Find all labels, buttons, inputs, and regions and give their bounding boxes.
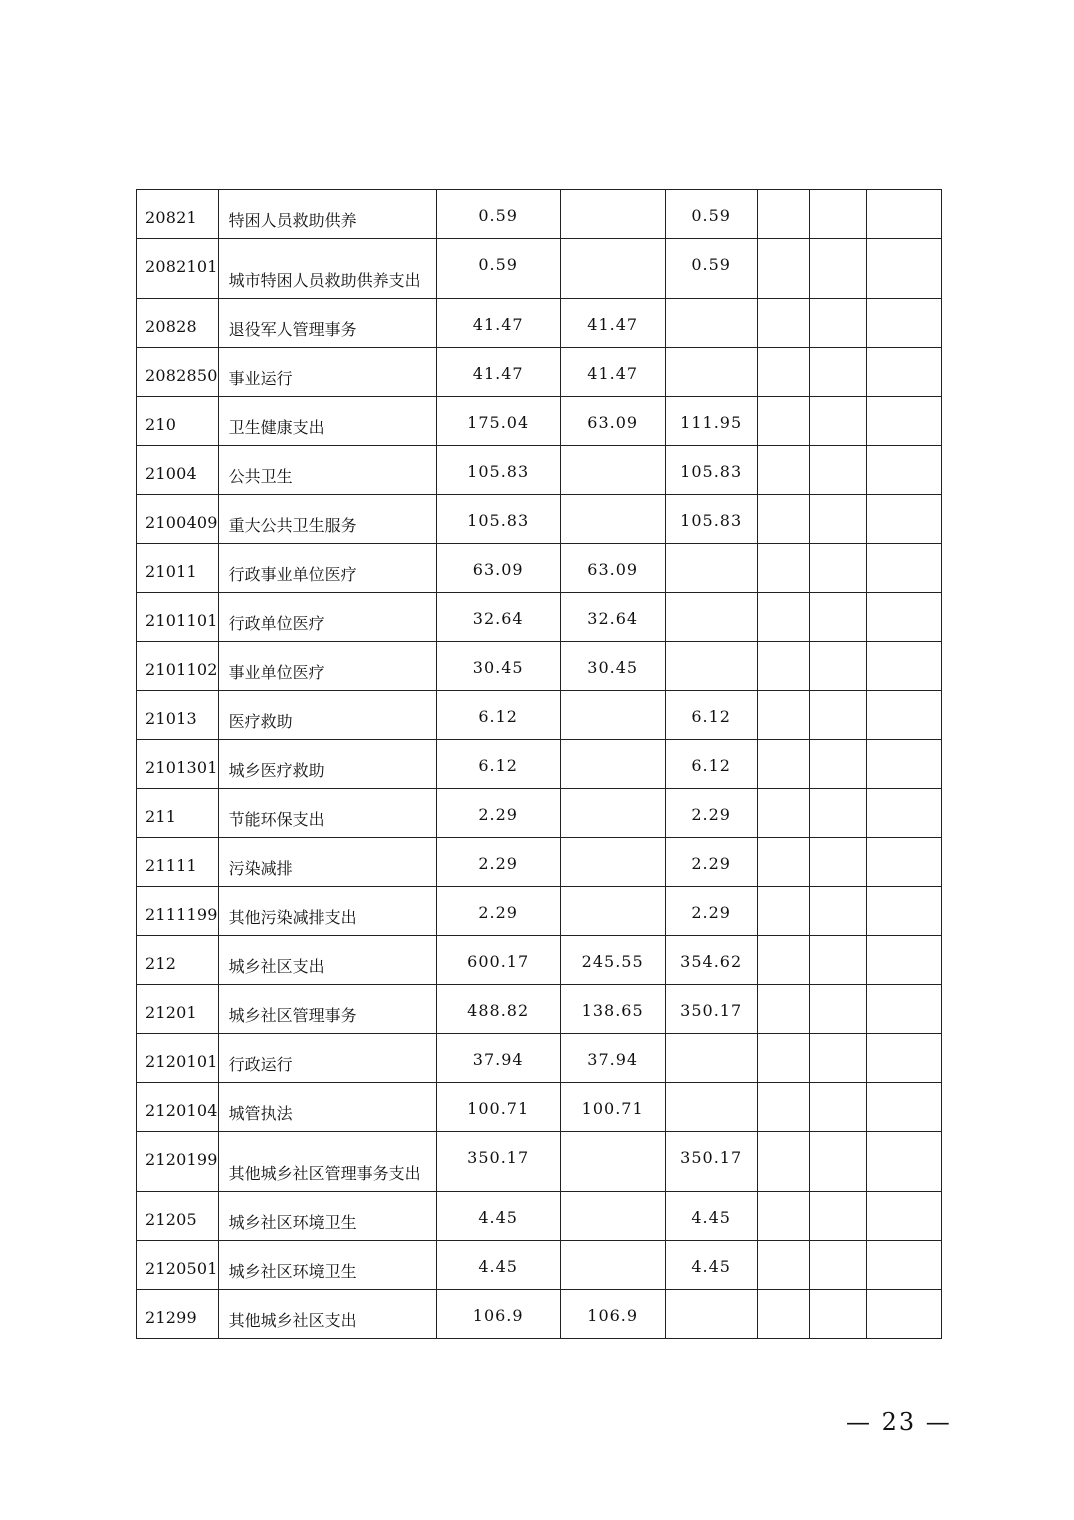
row-total: 100.71 [436,1083,560,1132]
row-basic [560,1192,665,1241]
row-total: 488.82 [436,985,560,1034]
row-project: 2.29 [665,789,757,838]
row-empty-cell [866,789,941,838]
row-empty-cell [757,985,809,1034]
row-empty-cell [809,299,866,348]
page-number: — 23 — [846,1408,952,1436]
row-empty-cell [866,544,941,593]
table-row [137,936,942,985]
row-basic: 41.47 [560,299,665,348]
row-empty-cell [809,1132,866,1192]
row-basic [560,190,665,239]
table-row [137,642,942,691]
row-empty-cell [809,239,866,299]
row-project: 4.45 [665,1192,757,1241]
row-empty-cell [809,1192,866,1241]
row-project: 111.95 [665,397,757,446]
row-empty-cell [757,1192,809,1241]
row-project: 105.83 [665,446,757,495]
row-empty-cell [809,446,866,495]
row-empty-cell [809,190,866,239]
row-project [665,1083,757,1132]
row-empty-cell [757,789,809,838]
row-empty-cell [866,1290,941,1339]
row-name: 行政单位医疗 [218,593,436,642]
row-empty-cell [809,691,866,740]
row-name: 城管执法 [218,1083,436,1132]
row-project: 6.12 [665,691,757,740]
row-basic: 30.45 [560,642,665,691]
row-total: 2.29 [436,838,560,887]
row-empty-cell [866,593,941,642]
table-row [137,397,942,446]
row-code: 21299 [137,1290,219,1339]
table-row [137,190,942,239]
row-code: 2101101 [137,593,219,642]
row-basic: 100.71 [560,1083,665,1132]
row-empty-cell [809,495,866,544]
row-code: 2120501 [137,1241,219,1290]
row-project: 350.17 [665,1132,757,1192]
row-empty-cell [757,691,809,740]
row-empty-cell [809,740,866,789]
row-code: 2082850 [137,348,219,397]
row-empty-cell [866,936,941,985]
row-basic: 32.64 [560,593,665,642]
row-project [665,1290,757,1339]
table-row [137,740,942,789]
table-row [137,544,942,593]
row-project: 4.45 [665,1241,757,1290]
row-empty-cell [866,495,941,544]
row-code: 2111199 [137,887,219,936]
row-empty-cell [866,740,941,789]
row-basic [560,239,665,299]
row-basic [560,887,665,936]
row-total: 4.45 [436,1241,560,1290]
row-code: 2120199 [137,1132,219,1192]
row-total: 105.83 [436,495,560,544]
row-total: 175.04 [436,397,560,446]
table-body [137,190,942,1339]
budget-table [136,189,942,1339]
row-total: 6.12 [436,691,560,740]
row-code: 21004 [137,446,219,495]
row-total: 106.9 [436,1290,560,1339]
row-code: 21013 [137,691,219,740]
row-code: 2120104 [137,1083,219,1132]
row-basic [560,740,665,789]
row-empty-cell [866,838,941,887]
row-empty-cell [809,887,866,936]
row-total: 105.83 [436,446,560,495]
table-row [137,1083,942,1132]
row-code: 2100409 [137,495,219,544]
row-empty-cell [757,1132,809,1192]
row-project: 105.83 [665,495,757,544]
row-code: 21111 [137,838,219,887]
row-empty-cell [809,985,866,1034]
row-project [665,642,757,691]
row-empty-cell [866,1083,941,1132]
row-name: 退役军人管理事务 [218,299,436,348]
table-row [137,691,942,740]
row-empty-cell [866,642,941,691]
row-name: 城市特困人员救助供养支出 [218,239,436,299]
row-basic [560,1241,665,1290]
budget-table-container [136,189,942,1339]
row-empty-cell [757,740,809,789]
row-basic [560,446,665,495]
table-row [137,348,942,397]
table-row [137,495,942,544]
row-code: 2101301 [137,740,219,789]
row-empty-cell [757,299,809,348]
row-code: 21011 [137,544,219,593]
row-empty-cell [757,936,809,985]
row-basic: 41.47 [560,348,665,397]
row-code: 21205 [137,1192,219,1241]
row-name: 城乡社区环境卫生 [218,1192,436,1241]
row-code: 211 [137,789,219,838]
row-empty-cell [866,985,941,1034]
table-row [137,1290,942,1339]
row-total: 2.29 [436,887,560,936]
row-empty-cell [866,1034,941,1083]
row-empty-cell [866,446,941,495]
row-empty-cell [866,887,941,936]
row-basic: 245.55 [560,936,665,985]
row-empty-cell [809,1034,866,1083]
row-empty-cell [809,1290,866,1339]
row-name: 特困人员救助供养 [218,190,436,239]
table-row [137,1192,942,1241]
row-name: 污染减排 [218,838,436,887]
row-project [665,1034,757,1083]
row-empty-cell [809,642,866,691]
row-empty-cell [809,397,866,446]
row-project: 0.59 [665,190,757,239]
row-empty-cell [866,1192,941,1241]
row-empty-cell [757,1241,809,1290]
row-name: 行政事业单位医疗 [218,544,436,593]
table-row [137,239,942,299]
row-project: 350.17 [665,985,757,1034]
row-empty-cell [809,348,866,397]
row-code: 2120101 [137,1034,219,1083]
row-total: 41.47 [436,299,560,348]
row-empty-cell [809,1241,866,1290]
row-name: 城乡医疗救助 [218,740,436,789]
row-empty-cell [757,239,809,299]
row-name: 城乡社区支出 [218,936,436,985]
row-empty-cell [757,887,809,936]
row-name: 其他城乡社区支出 [218,1290,436,1339]
row-basic [560,789,665,838]
row-code: 20828 [137,299,219,348]
row-name: 其他城乡社区管理事务支出 [218,1132,436,1192]
row-empty-cell [809,838,866,887]
row-name: 医疗救助 [218,691,436,740]
row-project: 0.59 [665,239,757,299]
row-total: 32.64 [436,593,560,642]
row-code: 210 [137,397,219,446]
row-empty-cell [866,348,941,397]
table-row [137,985,942,1034]
table-row [137,299,942,348]
row-empty-cell [757,348,809,397]
row-project [665,299,757,348]
row-empty-cell [866,299,941,348]
row-project: 6.12 [665,740,757,789]
row-empty-cell [757,642,809,691]
row-empty-cell [757,593,809,642]
row-total: 0.59 [436,190,560,239]
row-basic: 138.65 [560,985,665,1034]
row-empty-cell [809,936,866,985]
row-total: 600.17 [436,936,560,985]
row-empty-cell [866,397,941,446]
row-empty-cell [757,544,809,593]
row-name: 行政运行 [218,1034,436,1083]
row-name: 公共卫生 [218,446,436,495]
row-basic [560,691,665,740]
row-empty-cell [757,1290,809,1339]
table-row [137,789,942,838]
row-project: 354.62 [665,936,757,985]
row-empty-cell [809,789,866,838]
row-total: 6.12 [436,740,560,789]
table-row [137,1132,942,1192]
row-total: 30.45 [436,642,560,691]
row-total: 37.94 [436,1034,560,1083]
row-basic: 106.9 [560,1290,665,1339]
row-empty-cell [866,1241,941,1290]
row-empty-cell [866,239,941,299]
row-name: 卫生健康支出 [218,397,436,446]
row-name: 事业运行 [218,348,436,397]
row-name: 其他污染减排支出 [218,887,436,936]
row-empty-cell [757,1083,809,1132]
row-empty-cell [809,1083,866,1132]
row-total: 2.29 [436,789,560,838]
row-total: 350.17 [436,1132,560,1192]
table-row [137,446,942,495]
row-empty-cell [809,593,866,642]
row-basic [560,838,665,887]
row-total: 4.45 [436,1192,560,1241]
row-empty-cell [757,397,809,446]
row-project: 2.29 [665,838,757,887]
row-project [665,348,757,397]
row-code: 212 [137,936,219,985]
row-empty-cell [809,544,866,593]
table-row [137,838,942,887]
row-empty-cell [757,838,809,887]
row-total: 41.47 [436,348,560,397]
row-code: 2082101 [137,239,219,299]
row-empty-cell [757,190,809,239]
row-name: 重大公共卫生服务 [218,495,436,544]
row-name: 城乡社区环境卫生 [218,1241,436,1290]
row-name: 节能环保支出 [218,789,436,838]
row-project: 2.29 [665,887,757,936]
table-row [137,887,942,936]
row-code: 2101102 [137,642,219,691]
row-basic [560,1132,665,1192]
row-total: 63.09 [436,544,560,593]
row-basic [560,495,665,544]
row-empty-cell [757,446,809,495]
row-basic: 63.09 [560,544,665,593]
row-total: 0.59 [436,239,560,299]
row-code: 21201 [137,985,219,1034]
row-code: 20821 [137,190,219,239]
table-row [137,1034,942,1083]
row-empty-cell [757,495,809,544]
row-name: 城乡社区管理事务 [218,985,436,1034]
row-basic: 63.09 [560,397,665,446]
row-project [665,544,757,593]
table-row [137,593,942,642]
row-empty-cell [866,1132,941,1192]
row-empty-cell [866,691,941,740]
row-basic: 37.94 [560,1034,665,1083]
table-row [137,1241,942,1290]
row-empty-cell [866,190,941,239]
row-project [665,593,757,642]
row-empty-cell [757,1034,809,1083]
row-name: 事业单位医疗 [218,642,436,691]
